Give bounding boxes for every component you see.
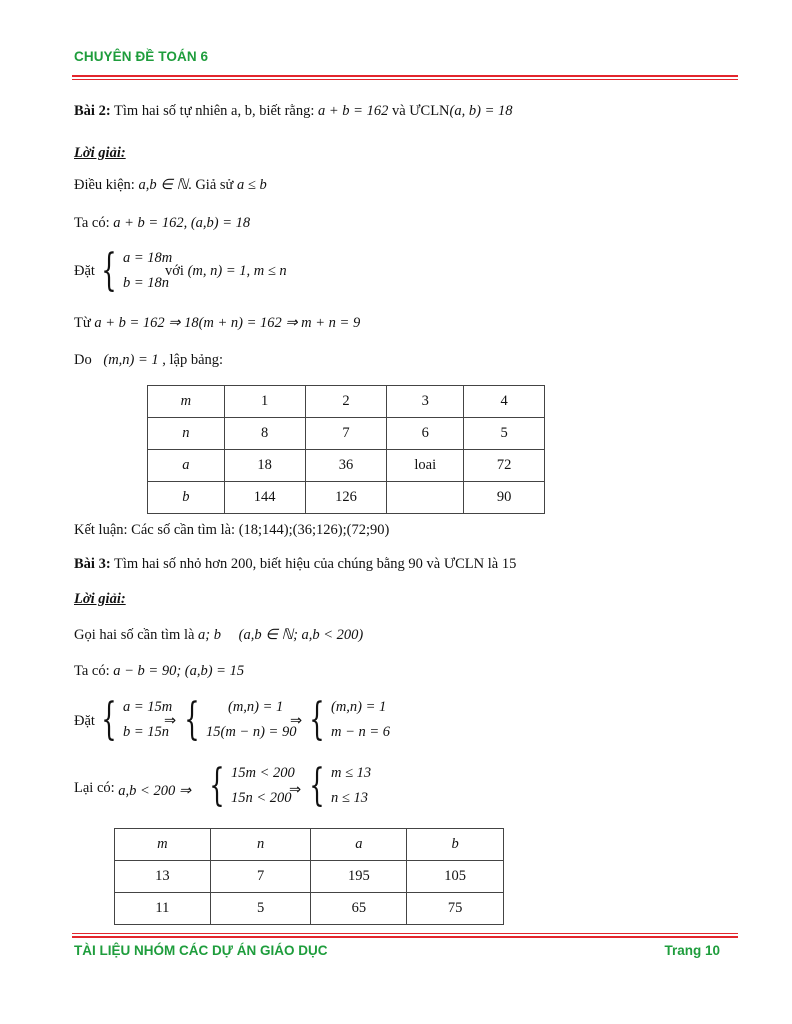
table-cell: 3 — [387, 386, 464, 418]
bai2-dat-with: với — [165, 263, 184, 279]
bai2-tu-math: a + b = 162 ⇒ 18(m + n) = 162 ⇒ m + n = 9 — [94, 315, 361, 331]
bai2-do-text: , lập bảng: — [162, 352, 224, 368]
bai3-taco — [74, 663, 244, 680]
bai2-assume-math: a ≤ b — [237, 177, 267, 193]
table-cell: 105 — [407, 861, 504, 893]
table-cell: n — [148, 418, 225, 450]
table-cell: 6 — [387, 418, 464, 450]
bai2-dat-cond — [165, 263, 287, 280]
bai3-heading — [74, 556, 516, 573]
brace-icon: { — [309, 760, 325, 811]
table-cell: 7 — [210, 861, 311, 893]
table-row — [148, 418, 545, 450]
bai3-laico — [74, 780, 191, 797]
footer-rule-thin — [72, 933, 738, 934]
table-row — [148, 386, 545, 418]
bai2-table — [147, 385, 545, 514]
header-title: CHUYÊN ĐỀ TOÁN 6 — [74, 49, 209, 64]
bai2-dat-row2: b = 18n — [123, 275, 170, 291]
table-cell: b — [407, 829, 504, 861]
table-cell: 4 — [464, 386, 545, 418]
bai2-cond-label: Điều kiện: — [74, 177, 135, 193]
brace-icon: { — [309, 694, 325, 745]
table-cell: 1 — [224, 386, 305, 418]
implies-icon: ⇒ — [164, 713, 177, 729]
table-cell: 195 — [311, 861, 407, 893]
table-row — [148, 450, 545, 482]
bai2-taco-math: a + b = 162, (a,b) = 18 — [113, 215, 251, 231]
bai3-goi-math: a; b — [198, 627, 221, 643]
bai2-taco — [74, 215, 250, 232]
table-row — [115, 893, 504, 925]
bai3-laico-label: Lại có: — [74, 780, 115, 796]
bai2-dat-row1: a = 18m — [123, 250, 173, 266]
bai3-sys4-row1: 15m < 200 — [231, 765, 295, 781]
bai3-sys1-row2: b = 15n — [123, 724, 170, 740]
bai2-do-label: Do — [74, 352, 92, 368]
table-cell: 5 — [210, 893, 311, 925]
brace-icon: { — [101, 694, 117, 745]
bai2-label: Bài 2: — [74, 103, 111, 119]
bai3-taco-math: a − b = 90; (a,b) = 15 — [113, 663, 245, 679]
bai2-cond-math: a,b ∈ ℕ — [138, 177, 189, 193]
bai2-conclusion-label: Kết luận: Các số cần tìm là: — [74, 522, 236, 538]
bai2-solution-title: Lời giải: — [74, 145, 126, 161]
bai2-tu — [74, 315, 360, 332]
bai2-dat-system — [95, 245, 173, 296]
table-cell: b — [148, 482, 225, 514]
table-cell: a — [148, 450, 225, 482]
brace-icon: { — [184, 694, 200, 745]
bai3-table — [114, 828, 504, 925]
table-cell: 7 — [305, 418, 387, 450]
bai3-text: Tìm hai số nhỏ hơn 200, biết hiệu của chúng bằng 90 và ƯCLN là 15 — [114, 556, 517, 572]
bai3-sys3 — [303, 694, 391, 745]
bai3-sys4 — [203, 760, 295, 811]
table-cell — [387, 482, 464, 514]
bai3-dat-label: Đặt — [74, 713, 95, 729]
bai2-conclusion — [74, 522, 389, 539]
implies-icon: ⇒ — [289, 782, 302, 798]
bai2-and: và ƯCLN — [391, 103, 450, 119]
table-cell: 11 — [115, 893, 211, 925]
bai2-do-math: (m,n) = 1 — [103, 352, 159, 368]
table-cell: 65 — [311, 893, 407, 925]
bai3-sys2 — [178, 694, 297, 745]
bai3-label: Bài 3: — [74, 556, 111, 572]
bai3-sys1-row1: a = 15m — [123, 699, 173, 715]
brace-icon: { — [101, 245, 117, 296]
bai2-assume: . Giả sử — [188, 177, 234, 193]
footer-left: TÀI LIỆU NHÓM CÁC DỰ ÁN GIÁO DỤC — [74, 943, 328, 958]
bai3-solution-title: Lời giải: — [74, 591, 126, 607]
bai3-sys5-row1: m ≤ 13 — [331, 765, 372, 781]
bai2-do — [74, 352, 223, 369]
table-cell: a — [311, 829, 407, 861]
bai3-goi-label: Gọi hai số cần tìm là — [74, 627, 195, 643]
bai2-text: Tìm hai số tự nhiên a, b, biết rằng: — [114, 103, 315, 119]
table-cell: 126 — [305, 482, 387, 514]
table-cell: n — [210, 829, 311, 861]
table-cell: 144 — [224, 482, 305, 514]
bai3-sys3-row1: (m,n) = 1 — [331, 699, 387, 715]
bai2-taco-label: Ta có: — [74, 215, 110, 231]
implies-icon: ⇒ — [290, 713, 303, 729]
footer-page-number: Trang 10 — [664, 943, 720, 958]
table-row — [115, 829, 504, 861]
bai2-dat-cond-math: (m, n) = 1, m ≤ n — [187, 263, 287, 279]
bai3-goi-cond: (a,b ∈ ℕ; a,b < 200) — [238, 627, 364, 643]
table-cell: loai — [387, 450, 464, 482]
table-cell: 18 — [224, 450, 305, 482]
table-row — [115, 861, 504, 893]
table-cell: 75 — [407, 893, 504, 925]
bai3-sys3-row2: m − n = 6 — [331, 724, 391, 740]
bai2-heading — [74, 103, 512, 120]
table-cell: 8 — [224, 418, 305, 450]
bai3-taco-label: Ta có: — [74, 663, 110, 679]
table-cell: 13 — [115, 861, 211, 893]
bai3-sys4-row2: 15n < 200 — [231, 790, 292, 806]
header-rule — [72, 75, 738, 77]
table-cell: m — [148, 386, 225, 418]
bai2-condition — [74, 177, 267, 194]
bai3-sys1 — [95, 694, 173, 745]
bai2-dat-label: Đặt — [74, 263, 95, 279]
table-cell: 36 — [305, 450, 387, 482]
brace-icon: { — [209, 760, 225, 811]
bai3-goi — [74, 627, 363, 644]
bai2-eq1: a + b = 162 — [318, 103, 389, 119]
table-cell: 90 — [464, 482, 545, 514]
footer-rule — [72, 936, 738, 938]
table-cell: 72 — [464, 450, 545, 482]
bai2-conclusion-math: (18;144);(36;126);(72;90) — [238, 522, 390, 538]
bai3-sys5 — [303, 760, 372, 811]
bai3-sys2-row1: (m,n) = 1 — [228, 699, 284, 715]
bai2-tu-label: Từ — [74, 315, 91, 331]
bai3-laico-math: a,b < 200 ⇒ — [118, 783, 191, 799]
bai3-sys2-row2: 15(m − n) = 90 — [206, 724, 297, 740]
header-rule-thin — [72, 79, 738, 80]
table-cell: 5 — [464, 418, 545, 450]
bai3-sys5-row2: n ≤ 13 — [331, 790, 368, 806]
bai2-eq2: (a, b) = 18 — [449, 103, 513, 119]
table-cell: m — [115, 829, 211, 861]
table-row — [148, 482, 545, 514]
table-cell: 2 — [305, 386, 387, 418]
